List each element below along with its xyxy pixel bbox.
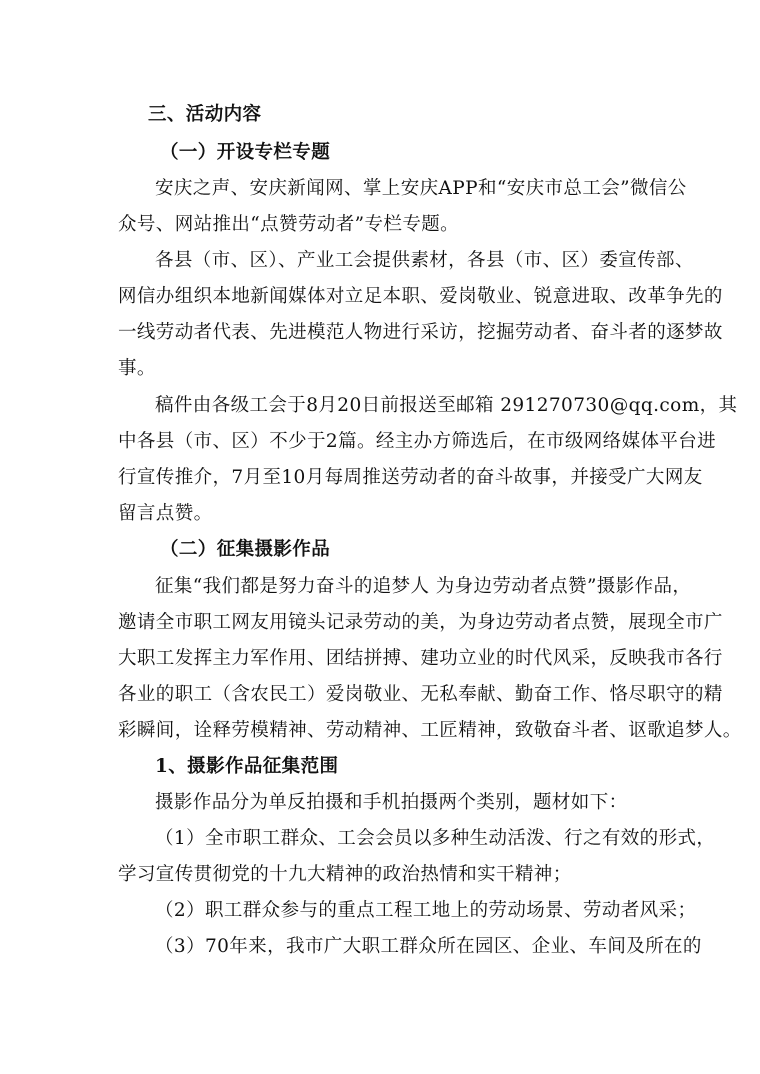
sub1-para3-line4: 留言点赞。 [118, 503, 213, 524]
sub1-heading: （一）开设专栏专题 [160, 142, 331, 163]
sub2-para1-line2: 邀请全市职工网友用镜头记录劳动的美，为身边劳动者点赞，展现全市广 [118, 612, 723, 633]
sub1-para2-line4: 事。 [118, 358, 156, 379]
sub1-para2-line2: 网信办组织本地新闻媒体对立足本职、爱岗敬业、锐意进取、改革争先的 [118, 286, 723, 307]
item3-line: （3）70年来，我市广大职工群众所在园区、企业、车间及所在的 [155, 936, 702, 957]
sub1-para2-line1: 各县（市、区）、产业工会提供素材，各县（市、区）委宣传部、 [155, 250, 694, 271]
sub2-para1-line1: 征集“我们都是努力奋斗的追梦人 为身边劳动者点赞”摄影作品， [155, 576, 692, 597]
section-heading: 三、活动内容 [148, 104, 262, 125]
sub1-para1-line1: 安庆之声、安庆新闻网、掌上安庆APP和“安庆市总工会”微信公 [155, 178, 687, 199]
sub2-para1-line5: 彩瞬间，诠释劳模精神、劳动精神、工匠精神，致敬奋斗者、讴歌追梦人。 [118, 720, 742, 741]
intro-line: 摄影作品分为单反拍摄和手机拍摄两个类别，题材如下： [155, 792, 628, 813]
sub2-heading: （二）征集摄影作品 [160, 539, 331, 560]
sub1-para3-line1: 稿件由各级工会于8月20日前报送至邮箱 291270730@qq.com，其 [155, 395, 738, 416]
sub2-para1-line3: 大职工发挥主力军作用、团结拼搏、建功立业的时代风采，反映我市各行 [118, 648, 723, 669]
item1-line2: 学习宣传贯彻党的十九大精神的政治热情和实干精神； [118, 864, 572, 885]
sub1-para3-line3: 行宣传推介，7月至10月每周推送劳动者的奋斗故事，并接受广大网友 [118, 467, 703, 488]
sub2-para1-line4: 各业的职工（含农民工）爱岗敬业、无私奉献、勤奋工作、恪尽职守的精 [118, 684, 723, 705]
item-heading: 1、摄影作品征集范围 [155, 756, 339, 777]
item2-line: （2）职工群众参与的重点工程工地上的劳动场景、劳动者风采； [155, 900, 697, 921]
sub1-para2-line3: 一线劳动者代表、先进模范人物进行采访，挖掘劳动者、奋斗者的逐梦故 [118, 322, 723, 343]
sub1-para3-line2: 中各县（市、区）不少于2篇。经主办方筛选后，在市级网络媒体平台进 [118, 431, 717, 452]
sub1-para1-line2: 众号、网站推出“点赞劳动者”专栏专题。 [118, 214, 460, 235]
item1-line1: （1）全市职工群众、工会会员以多种生动活泼、行之有效的形式， [155, 828, 716, 849]
